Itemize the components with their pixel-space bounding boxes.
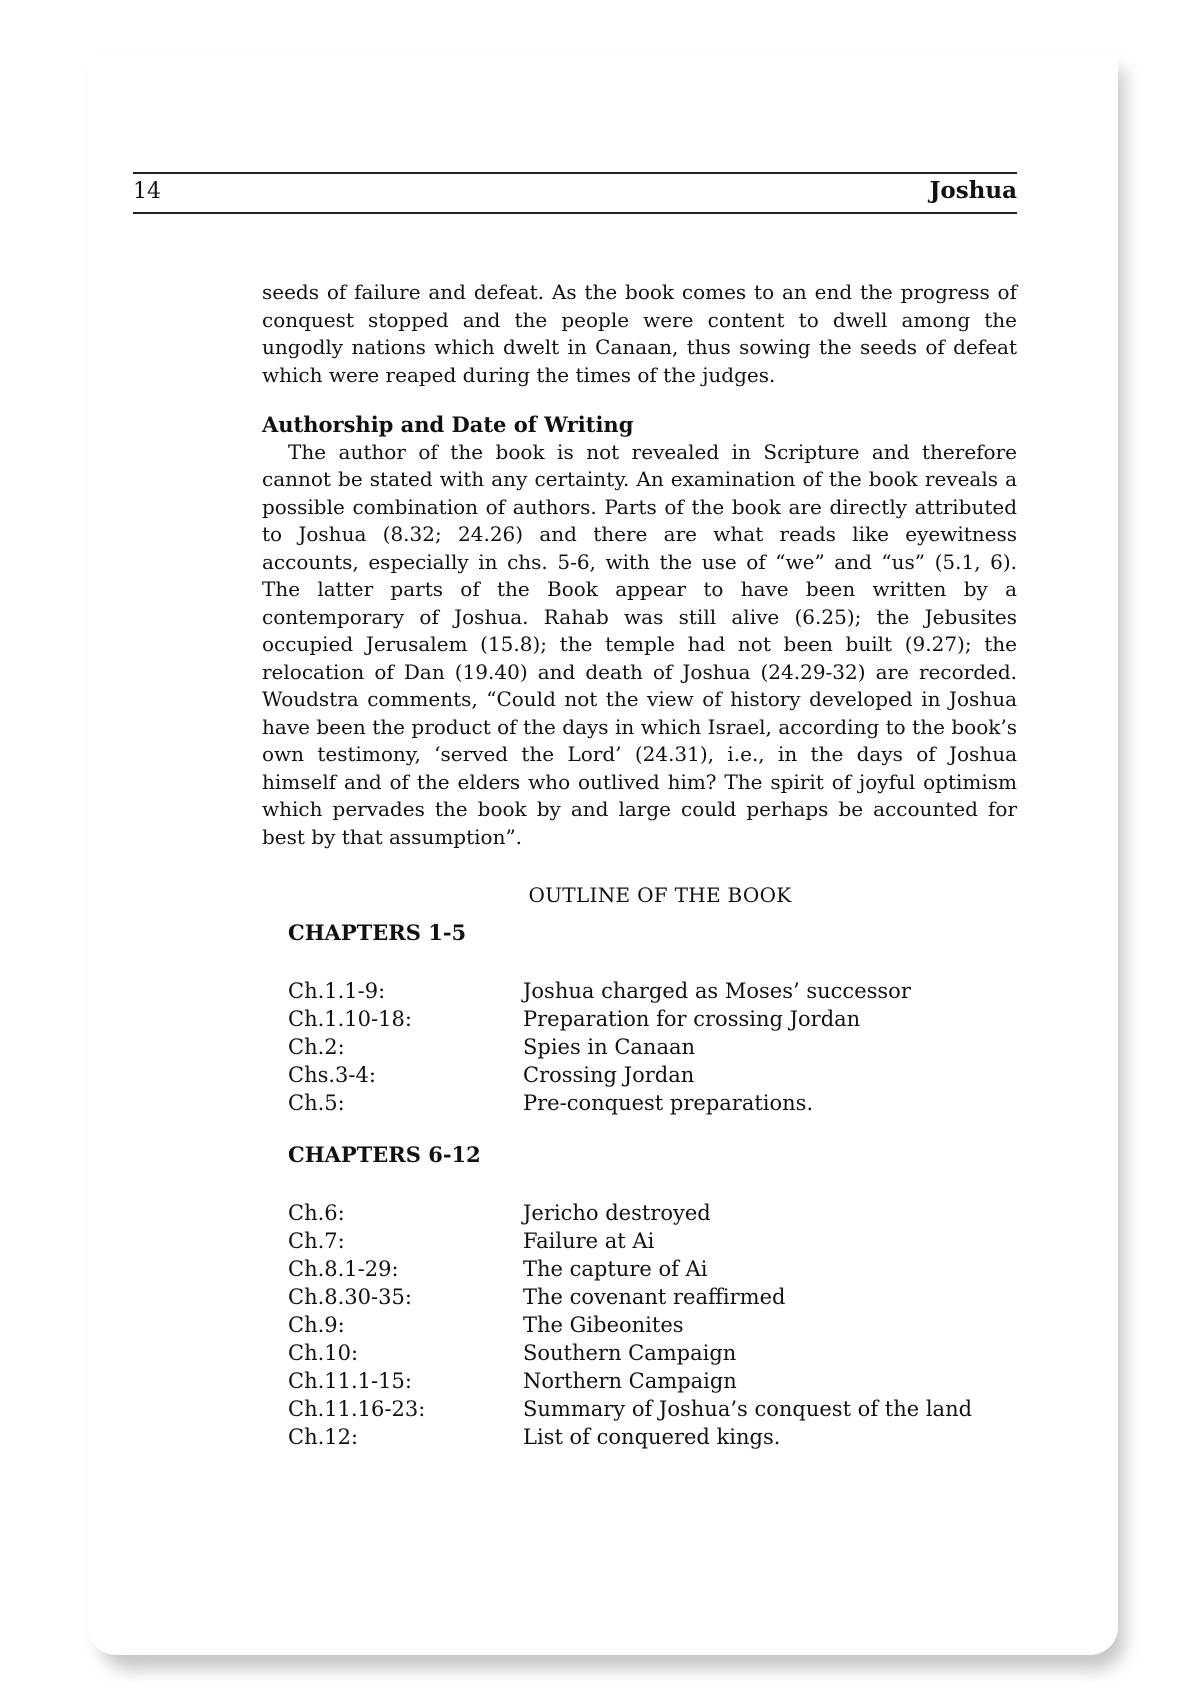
entry-desc: Failure at Ai — [523, 1229, 655, 1253]
chapter-heading: CHAPTERS 6-12 — [288, 1142, 481, 1167]
outline-entry — [288, 1227, 972, 1255]
outline-entry — [288, 1033, 911, 1061]
entry-desc: Spies in Canaan — [523, 1035, 696, 1059]
entry-ref: Ch.10: — [288, 1341, 359, 1365]
authorship-heading: Authorship and Date of Writing — [262, 412, 634, 437]
entry-ref: Ch.5: — [288, 1091, 345, 1115]
entry-desc: Joshua charged as Moses’ successor — [523, 979, 911, 1003]
entry-desc: The capture of Ai — [523, 1257, 708, 1281]
entry-desc: Summary of Joshua’s conquest of the land — [523, 1397, 973, 1421]
outline-title-text: OUTLINE OF THE BOOK — [528, 883, 792, 907]
running-header — [133, 172, 1017, 214]
outline-entry — [288, 1005, 911, 1033]
page-number: 14 — [133, 179, 161, 204]
outline-entry — [288, 1255, 972, 1283]
entry-desc: List of conquered kings. — [523, 1425, 781, 1449]
outline-entry — [288, 1283, 972, 1311]
entry-ref: Ch.11.16-23: — [288, 1397, 426, 1421]
entry-desc: The covenant reaffirmed — [523, 1285, 786, 1309]
entry-ref: Ch.1.1-9: — [288, 979, 386, 1003]
entry-desc: Pre-conquest preparations. — [523, 1091, 814, 1115]
chapter-group-6-12 — [288, 1141, 972, 1451]
entry-desc: The Gibeonites — [523, 1313, 684, 1337]
entry-ref: Ch.11.1-15: — [288, 1369, 412, 1393]
entry-ref: Ch.1.10-18: — [288, 1007, 412, 1031]
outline-entry — [288, 1395, 972, 1423]
entry-ref: Ch.9: — [288, 1313, 345, 1337]
entry-ref: Ch.2: — [288, 1035, 345, 1059]
entry-ref: Chs.3-4: — [288, 1063, 376, 1087]
chapter-heading: CHAPTERS 1-5 — [288, 920, 467, 945]
chapter-group-1-5 — [288, 919, 911, 1117]
body-text — [262, 279, 1017, 851]
entry-ref: Ch.8.1-29: — [288, 1257, 399, 1281]
outline-entry — [288, 1061, 911, 1089]
outline-entry — [288, 1311, 972, 1339]
entry-ref: Ch.8.30-35: — [288, 1285, 412, 1309]
outline-entry — [288, 1089, 911, 1117]
authorship-paragraph: The author of the book is not revealed in Scripture and therefore cannot be stated with any certainty. An examination of the book reveals a possible combination of authors. Parts of the book are directly attributed to Joshua (8.32; 24.26) and there are what reads like eyewitness accounts, especially in chs. 5-6, with the use of “we” and “us” (5.1, 6). The latter parts of the Book appear to have been written by a contemporary of Joshua. Rahab was still alive (6.25); the Jebusites occupied Jerusalem (15.8); the temple had not been built (9.27); the relocation of Dan (19.40) and death of Joshua (24.29-32) are recorded. Woudstra comments, “Could not the view of history developed in Joshua have been the product of the days in which Israel, according to the book’s own testimony, ‘served the Lord’ (24.31), i.e., in the days of Joshua himself and of the elders who outlived him? The spirit of joyful optimism which pervades the book by and large could perhaps be accounted for best by that assumption”. — [262, 439, 1017, 849]
entry-desc: Northern Campaign — [523, 1369, 737, 1393]
outline-title — [88, 883, 1118, 907]
entry-desc: Jericho destroyed — [523, 1201, 711, 1225]
entry-ref: Ch.6: — [288, 1201, 345, 1225]
entry-desc: Preparation for crossing Jordan — [523, 1007, 861, 1031]
book-title: Joshua — [929, 177, 1017, 204]
entry-desc: Crossing Jordan — [523, 1063, 695, 1087]
entry-ref: Ch.7: — [288, 1229, 345, 1253]
outline-entry — [288, 1339, 972, 1367]
intro-paragraph: seeds of failure and defeat. As the book comes to an end the progress of conquest stopped and the people were content to dwell among the ungodly nations which dwelt in Canaan, thus sowing the seeds of defeat which were reaped during the times of the judges. — [262, 280, 1017, 387]
outline-entry — [288, 1367, 972, 1395]
entry-desc: Southern Campaign — [523, 1341, 737, 1365]
entry-ref: Ch.12: — [288, 1425, 359, 1449]
document-page — [88, 55, 1118, 1655]
outline-entry — [288, 977, 911, 1005]
outline-entry — [288, 1423, 972, 1451]
outline-entry — [288, 1199, 972, 1227]
